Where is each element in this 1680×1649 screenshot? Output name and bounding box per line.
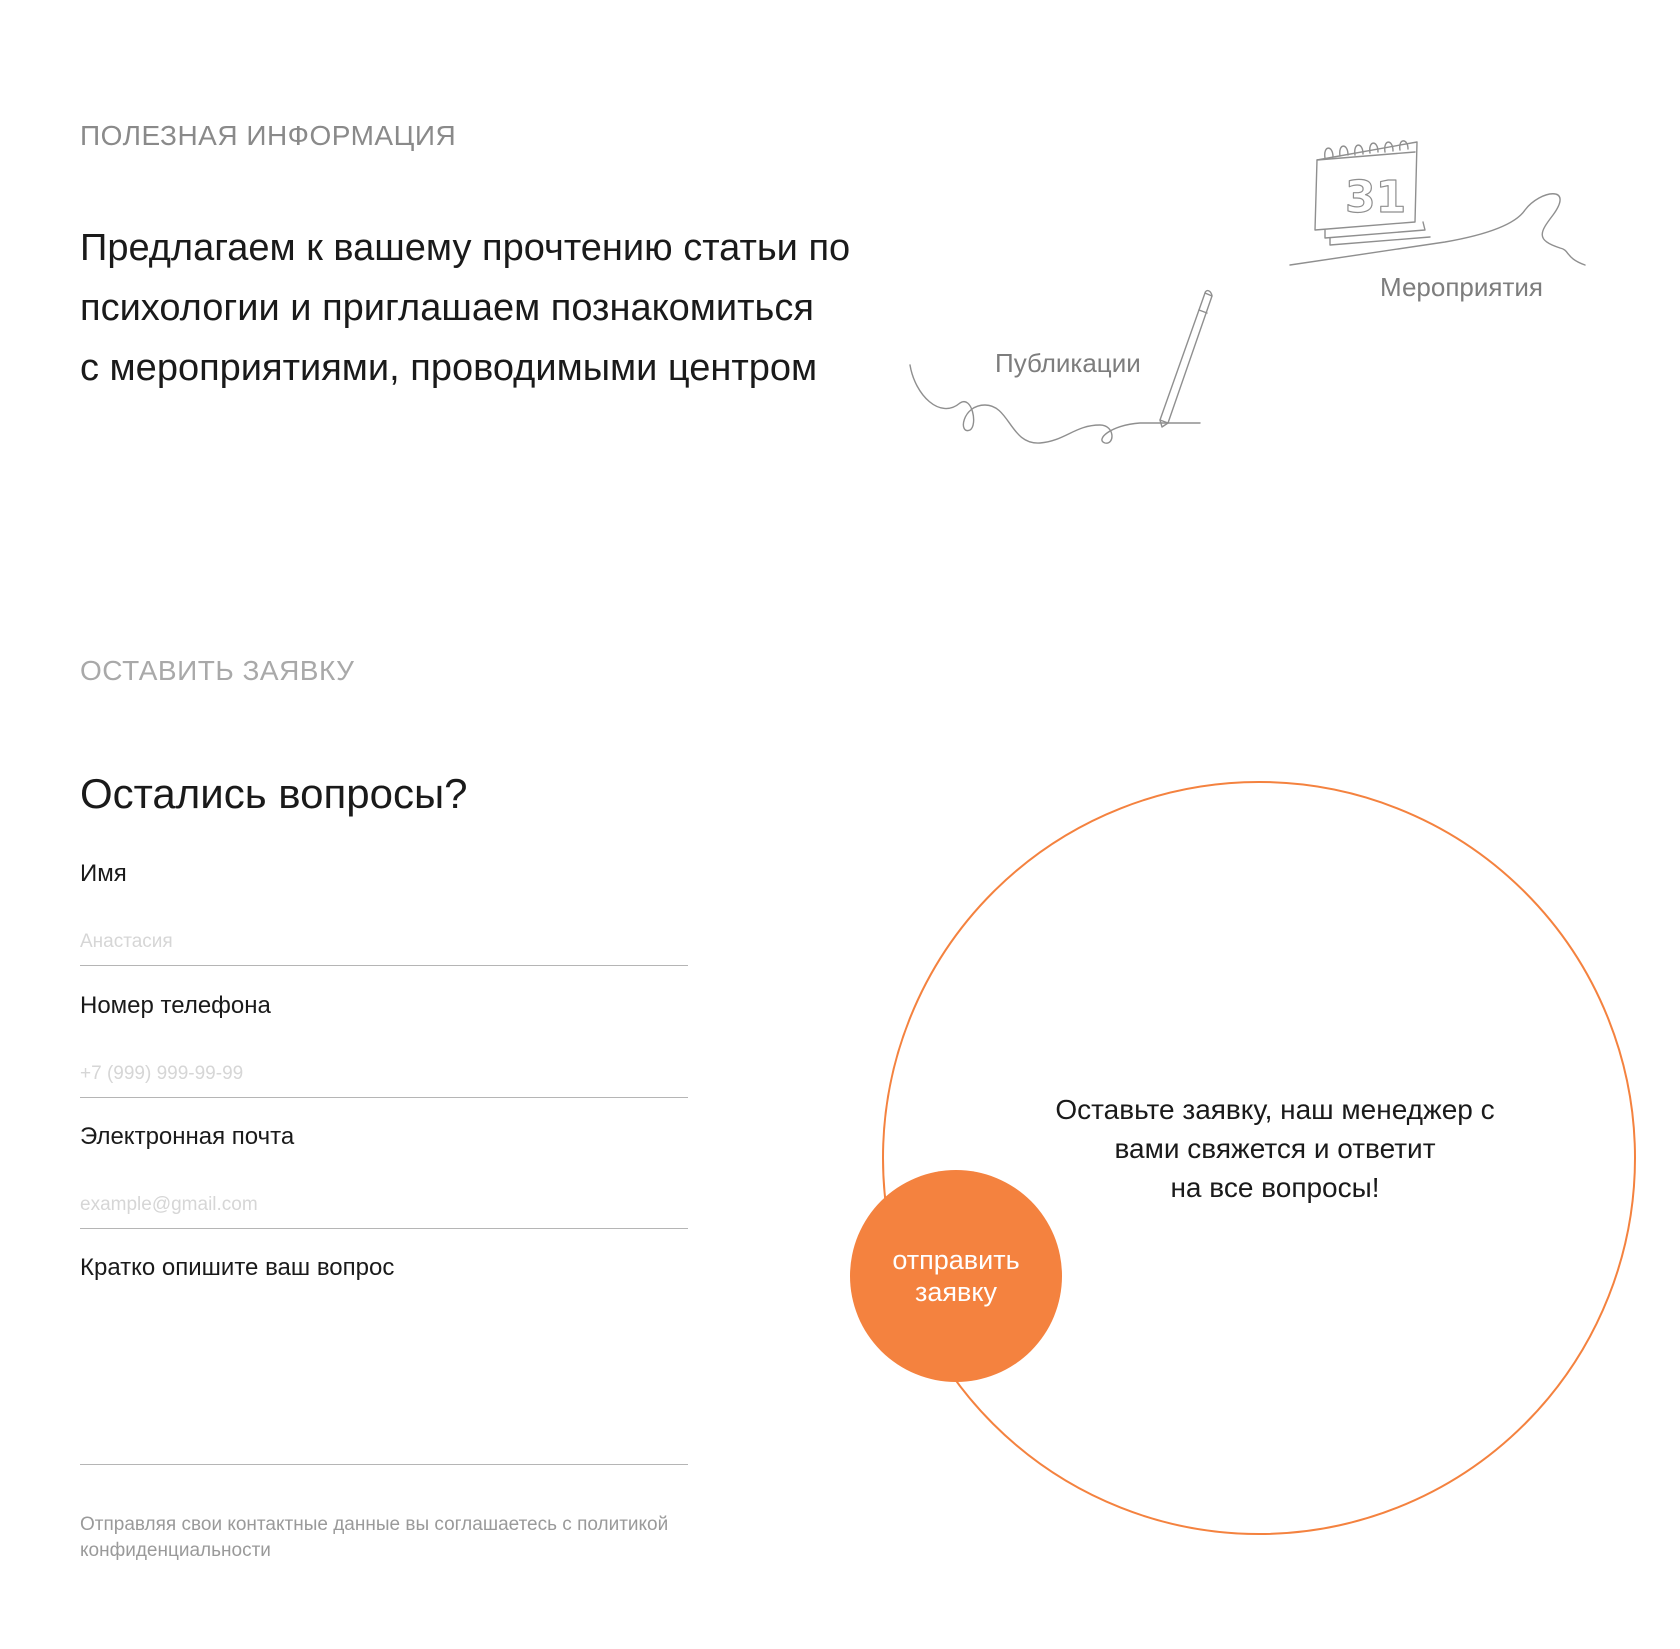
- info-lead-line: с мероприятиями, проводимыми центром: [80, 347, 818, 389]
- question-field-label: Кратко опишите ваш вопрос: [80, 1254, 395, 1281]
- useful-info-section-label: ПОЛЕЗНАЯ ИНФОРМАЦИЯ: [80, 120, 457, 151]
- info-lead-line: психологии и приглашаем познакомиться: [80, 287, 814, 329]
- calendar-icon: [1285, 130, 1595, 290]
- name-field: [80, 860, 688, 966]
- callback-info-line: вами свяжется и ответит: [1114, 1133, 1436, 1164]
- phone-input[interactable]: [80, 1050, 688, 1098]
- form-title: Остались вопросы?: [80, 770, 468, 817]
- request-section-label: ОСТАВИТЬ ЗАЯВКУ: [80, 655, 355, 686]
- submit-request-button[interactable]: [850, 1170, 1062, 1382]
- calendar-day-number: 31: [1345, 172, 1407, 223]
- submit-button-label-line: заявку: [915, 1277, 997, 1307]
- privacy-policy-link[interactable]: конфиденциальности: [80, 1540, 271, 1561]
- submit-button-label-line: отправить: [892, 1245, 1020, 1275]
- phone-field-label: Номер телефона: [80, 992, 271, 1019]
- info-lead-text: [80, 218, 900, 398]
- privacy-consent-text: Отправляя свои контактные данные вы соглашаетесь с политикой: [80, 1514, 669, 1535]
- email-field: [80, 1123, 688, 1229]
- privacy-consent-note: [80, 1512, 720, 1564]
- info-lead-line: Предлагаем к вашему прочтению статьи по: [80, 227, 851, 269]
- events-link[interactable]: Мероприятия: [1380, 272, 1543, 302]
- callback-info-line: на все вопросы!: [1170, 1172, 1380, 1203]
- email-input[interactable]: [80, 1181, 688, 1229]
- publications-link[interactable]: Публикации: [995, 348, 1141, 378]
- name-input[interactable]: [80, 918, 688, 966]
- question-field: [80, 1254, 688, 1465]
- callback-info-line: Оставьте заявку, наш менеджер с: [1055, 1094, 1495, 1125]
- name-field-label: Имя: [80, 860, 127, 887]
- callback-info-text: [1020, 1090, 1530, 1207]
- phone-field: [80, 992, 688, 1098]
- question-textarea[interactable]: [80, 1312, 688, 1465]
- email-field-label: Электронная почта: [80, 1123, 295, 1150]
